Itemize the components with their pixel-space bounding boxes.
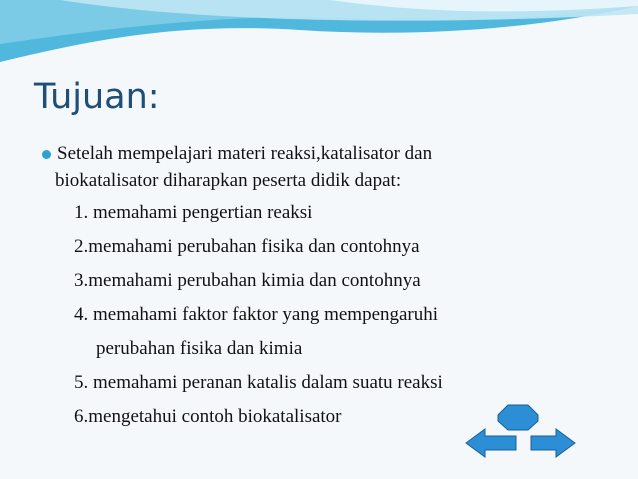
slide-title: Tujuan: bbox=[34, 77, 160, 117]
intro-line-1: Setelah mempelajari materi reaksi,katalisator dan bbox=[57, 143, 433, 164]
arrow-left-icon[interactable] bbox=[466, 429, 516, 457]
objectives-list bbox=[74, 200, 443, 438]
list-item: 5. memahami peranan katalis dalam suatu reaksi bbox=[74, 372, 443, 393]
bullet-icon bbox=[42, 150, 51, 159]
list-item: 3.memahami perubahan kimia dan contohnya bbox=[74, 270, 421, 291]
list-item: 2.memahami perubahan fisika dan contohnya bbox=[74, 236, 420, 257]
list-item bbox=[74, 302, 443, 361]
list-item: 6.mengetahui contoh biokatalisator bbox=[74, 406, 342, 427]
list-item-continuation: perubahan fisika dan kimia bbox=[96, 338, 303, 359]
list-item: 1. memahami pengertian reaksi bbox=[74, 202, 313, 223]
header-wave-decoration bbox=[0, 0, 638, 75]
octagon-home-icon[interactable] bbox=[498, 405, 538, 430]
intro-line-2: biokatalisator diharapkan peserta didik dapat: bbox=[55, 170, 402, 191]
list-item-text: 4. memahami faktor faktor yang mempengaruhi bbox=[74, 304, 439, 325]
arrow-right-icon[interactable] bbox=[531, 429, 575, 457]
intro-text bbox=[57, 140, 577, 194]
